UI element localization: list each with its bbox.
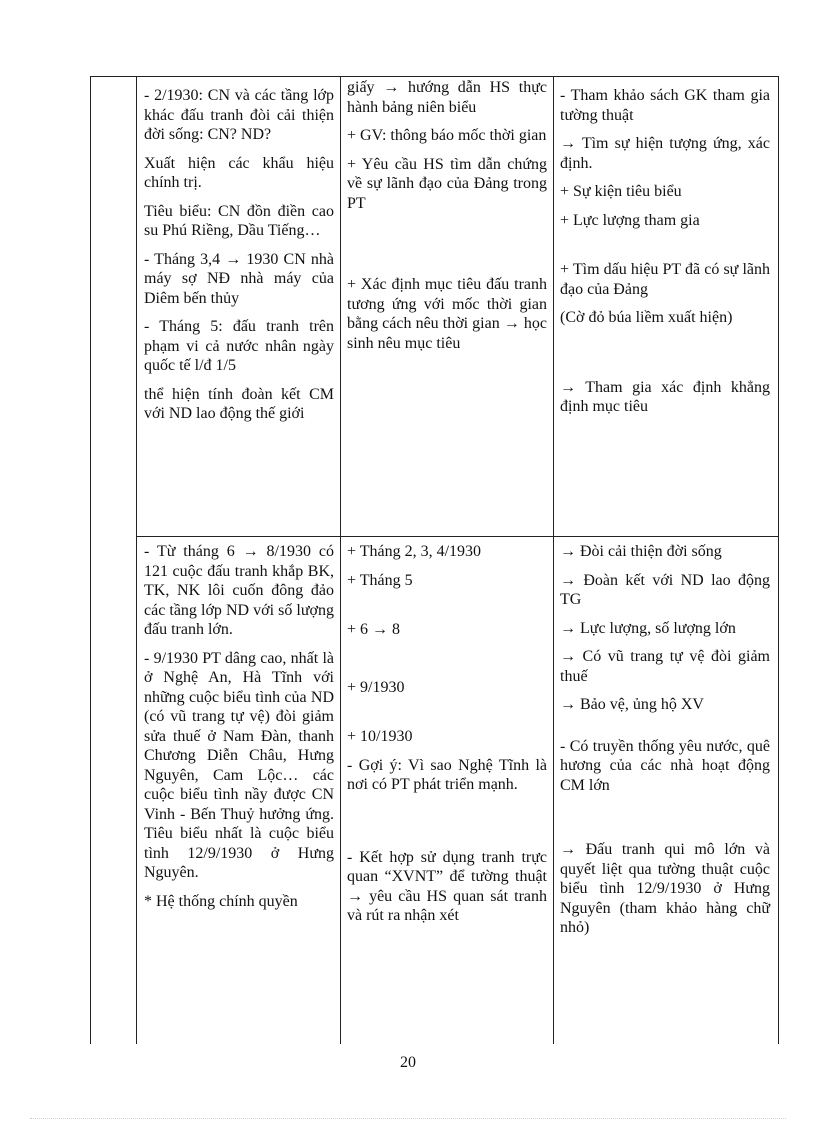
table-border-right (778, 76, 779, 1044)
table-divider-1 (136, 76, 137, 1044)
table-paragraph: + Lực lượng tham gia (560, 211, 700, 229)
row1-col1-cell (144, 86, 334, 433)
row2-col3-cell (560, 542, 770, 947)
table-paragraph: → Lực lượng, số lượng lớn (560, 619, 736, 637)
table-paragraph: + Tháng 5 (347, 571, 413, 589)
table-paragraph: - 2/1930: CN và các tầng lớp khác đấu tranh đòi cải thiện đời sống: CN? ND? (144, 87, 334, 143)
table-paragraph: - Kết hợp sử dụng tranh trực quan “XVNT” để tường thuật → yêu cầu HS quan sát tranh và rút ra nhận xét (347, 848, 547, 924)
page-bottom-divider (30, 1118, 786, 1119)
row2-col2-cell (347, 542, 547, 935)
table-paragraph: (Cờ đỏ búa liềm xuất hiện) (560, 309, 733, 326)
row1-col2-cell (347, 78, 547, 362)
table-paragraph: - Tháng 5: đấu tranh trên phạm vi cả nước nhân ngày quốc tế l/đ 1/5 (144, 318, 334, 374)
page-number: 20 (400, 1054, 416, 1071)
table-paragraph: + Tháng 2, 3, 4/1930 (347, 543, 482, 560)
table-top-border (90, 76, 779, 77)
table-paragraph: → Tham gia xác định khẳng định mục tiêu (560, 378, 770, 415)
table-paragraph: + Xác định mục tiêu đấu tranh tương ứng với mốc thời gian bằng cách nêu thời gian → học sinh nêu mục tiêu (347, 276, 547, 352)
table-paragraph: + 6 → 8 (347, 621, 401, 638)
table-paragraph: → Tìm sự hiện tượng ứng, xác định. (560, 135, 770, 172)
table-paragraph: giấy → hướng dẫn HS thực hành bảng niên biểu (347, 79, 547, 116)
table-paragraph: + 9/1930 (347, 678, 405, 696)
table-paragraph: + Tìm dấu hiệu PT đã có sự lãnh đạo của Đảng (560, 261, 770, 298)
table-paragraph: → Có vũ trang tự vệ đòi giảm thuế (560, 648, 770, 685)
table-divider-2 (340, 76, 341, 1044)
table-paragraph: - Từ tháng 6 → 8/1930 có 121 cuộc đấu tranh khắp BK, TK, NK lôi cuốn đông đảo các tầng lớp ND với số lượng đấu tranh lớn. (144, 543, 334, 638)
table-paragraph: Xuất hiện các khẩu hiệu chính trị. (144, 154, 334, 191)
table-paragraph: - Tháng 3,4 → 1930 CN nhà máy sợ NĐ nhà máy của Diêm bến thủy (144, 250, 334, 307)
table-paragraph: + 10/1930 (347, 728, 413, 745)
table-paragraph: - Tham khảo sách GK tham gia tường thuật (560, 87, 770, 124)
table-paragraph: + Yêu cầu HS tìm dẫn chứng về sự lãnh đạo của Đảng trong PT (347, 155, 547, 212)
table-paragraph: → Đoàn kết với ND lao động TG (560, 571, 770, 608)
table-paragraph: - 9/1930 PT dâng cao, nhất là ở Nghệ An, Hà Tĩnh với những cuộc biểu tình của ND (có vũ trang tự vệ) đòi giảm sửa thuế ở Nam Đàn, thanh Chương Diễn Châu, Hưng Nguyên, Cam Lộc… các cuộc biểu tình nầy được CN Vinh - Bến Thuỷ hưởng ứng. Tiêu biểu nhất là cuộc biểu tình 12/9/1930 ở Hưng Nguyên. (144, 649, 334, 881)
table-border-left (90, 76, 91, 1044)
table-paragraph: → Bảo vệ, ủng hộ XV (560, 696, 704, 713)
table-row-separator (136, 536, 779, 537)
table-paragraph: → Đòi cải thiện đời sống (560, 543, 722, 560)
table-paragraph: * Hệ thống chính quyền (144, 892, 298, 910)
table-paragraph: - Có truyền thống yêu nước, quê hương của các nhà hoạt động CM lớn (560, 737, 770, 794)
table-paragraph: - Gợi ý: Vì sao Nghệ Tĩnh là nơi có PT phát triển mạnh. (347, 756, 547, 793)
row1-col3-cell (560, 86, 770, 426)
table-paragraph: + GV: thông báo mốc thời gian (347, 127, 547, 144)
table-paragraph: Tiêu biểu: CN đồn điền cao su Phú Riềng, Dầu Tiếng… (144, 202, 334, 239)
table-paragraph: + Sự kiện tiêu biểu (560, 183, 682, 200)
table-divider-3 (553, 76, 554, 1044)
table-paragraph: → Đấu tranh qui mô lớn và quyết liệt qua tường thuật cuộc biểu tình 12/9/1930 ở Hưng Nguyên (tham khảo hàng chữ nhỏ) (560, 841, 770, 936)
row2-col1-cell (144, 542, 334, 920)
table-paragraph: thể hiện tính đoàn kết CM với ND lao động thế giới (144, 385, 334, 422)
